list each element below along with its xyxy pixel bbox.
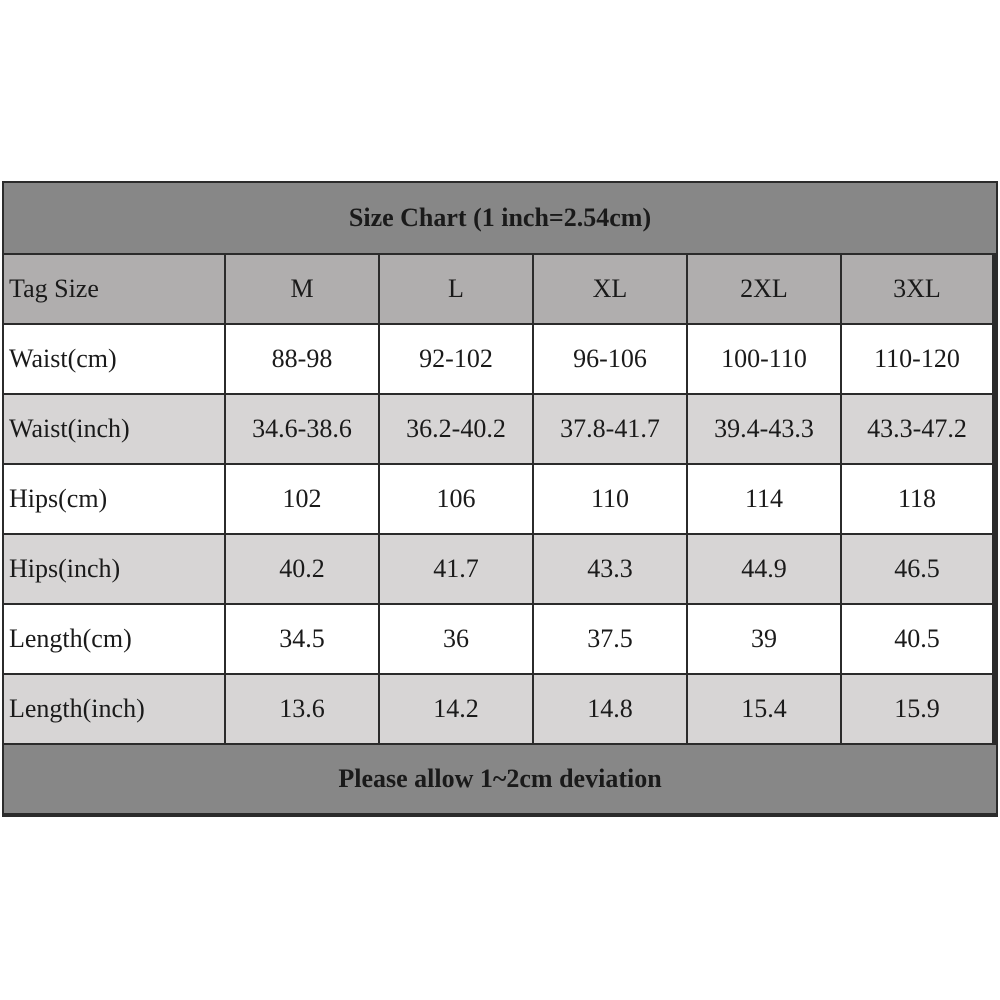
table-cell: 15.4 xyxy=(688,675,840,743)
table-cell: 114 xyxy=(688,465,840,533)
header-size-l: L xyxy=(380,255,532,323)
table-cell: 15.9 xyxy=(842,675,992,743)
table-cell: 118 xyxy=(842,465,992,533)
table-cell: 36.2-40.2 xyxy=(380,395,532,463)
table-cell: 37.8-41.7 xyxy=(534,395,686,463)
table-cell: 100-110 xyxy=(688,325,840,393)
table-cell: 96-106 xyxy=(534,325,686,393)
table-cell: 39.4-43.3 xyxy=(688,395,840,463)
table-cell: 14.8 xyxy=(534,675,686,743)
table-cell: 88-98 xyxy=(226,325,378,393)
table-cell: 43.3-47.2 xyxy=(842,395,992,463)
row-label: Hips(inch) xyxy=(4,535,224,603)
table-row xyxy=(4,535,996,603)
table-cell: 44.9 xyxy=(688,535,840,603)
table-cell: 40.2 xyxy=(226,535,378,603)
row-label: Waist(inch) xyxy=(4,395,224,463)
table-row xyxy=(4,465,996,533)
table-cell: 43.3 xyxy=(534,535,686,603)
table-cell: 37.5 xyxy=(534,605,686,673)
table-row xyxy=(4,395,996,463)
table-cell: 36 xyxy=(380,605,532,673)
table-cell: 34.6-38.6 xyxy=(226,395,378,463)
header-size-xl: XL xyxy=(534,255,686,323)
table-cell: 110 xyxy=(534,465,686,533)
row-label: Length(cm) xyxy=(4,605,224,673)
row-label: Length(inch) xyxy=(4,675,224,743)
size-chart-table xyxy=(2,181,998,817)
table-cell: 106 xyxy=(380,465,532,533)
header-size-3xl: 3XL xyxy=(842,255,992,323)
table-cell: 102 xyxy=(226,465,378,533)
header-label: Tag Size xyxy=(4,255,224,323)
table-cell: 40.5 xyxy=(842,605,992,673)
table-row xyxy=(4,605,996,673)
table-row xyxy=(4,325,996,393)
row-label: Waist(cm) xyxy=(4,325,224,393)
table-cell: 41.7 xyxy=(380,535,532,603)
header-size-2xl: 2XL xyxy=(688,255,840,323)
table-row xyxy=(4,675,996,743)
table-cell: 46.5 xyxy=(842,535,992,603)
row-label: Hips(cm) xyxy=(4,465,224,533)
chart-footer-note: Please allow 1~2cm deviation xyxy=(4,745,996,813)
header-size-m: M xyxy=(226,255,378,323)
table-cell: 34.5 xyxy=(226,605,378,673)
table-cell: 13.6 xyxy=(226,675,378,743)
table-cell: 92-102 xyxy=(380,325,532,393)
header-row xyxy=(4,255,996,323)
table-cell: 110-120 xyxy=(842,325,992,393)
chart-title: Size Chart (1 inch=2.54cm) xyxy=(4,183,996,253)
table-cell: 14.2 xyxy=(380,675,532,743)
table-cell: 39 xyxy=(688,605,840,673)
